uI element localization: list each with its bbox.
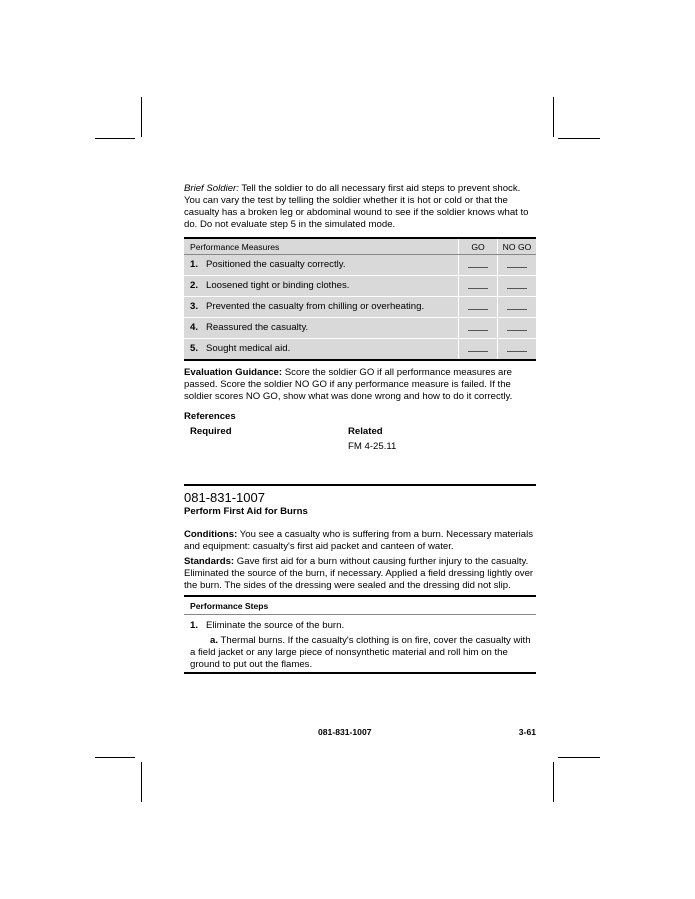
- standards-text: Gave first aid for a burn without causing further injury to the casualty. Eliminated the source of the burn, if necessary. Applied a field dressing lightly over the burn. The sides of the dressing were sealed and the dressing did not slip.: [184, 556, 534, 591]
- standards-label: Standards:: [184, 556, 235, 567]
- go-blank[interactable]: [459, 255, 498, 276]
- table-header-row: [184, 238, 536, 255]
- performance-measures-header: Performance Measures: [184, 238, 459, 255]
- brief-soldier-paragraph: [184, 183, 536, 231]
- task-number: 081-831-1007: [184, 490, 265, 505]
- page-content: [184, 183, 536, 674]
- measure-number: 3.: [190, 301, 199, 312]
- related-reference: FM 4-25.11: [348, 441, 397, 452]
- evaluation-text: Score the soldier GO if all performance measures are passed. Score the soldier NO GO if any performance measure is failed. If the soldier scores NO GO, show what was done wrong and how to do it correctly.: [184, 367, 513, 402]
- measure-number: 1.: [190, 259, 199, 270]
- go-header: GO: [459, 238, 498, 255]
- measure-cell: [184, 297, 459, 318]
- measure-cell: [184, 255, 459, 276]
- evaluation-label: Evaluation Guidance:: [184, 367, 283, 378]
- measure-cell: [184, 318, 459, 339]
- step-1: [184, 620, 536, 632]
- crop-mark: [553, 97, 554, 137]
- crop-mark: [553, 762, 554, 802]
- step-1a: [184, 635, 536, 674]
- crop-mark: [558, 757, 600, 758]
- table-row: [184, 318, 536, 339]
- task-title: Perform First Aid for Burns: [184, 506, 308, 517]
- go-blank[interactable]: [459, 318, 498, 339]
- page-number: 3-61: [518, 727, 536, 737]
- section-divider: [184, 484, 536, 486]
- nogo-blank[interactable]: [498, 255, 537, 276]
- nogo-blank[interactable]: [498, 318, 537, 339]
- related-label: Related: [348, 426, 383, 437]
- measure-text: Prevented the casualty from chilling or overheating.: [206, 301, 425, 312]
- nogo-blank[interactable]: [498, 276, 537, 297]
- go-blank[interactable]: [459, 297, 498, 318]
- step-number: 1.: [190, 620, 199, 631]
- table-row: [184, 297, 536, 318]
- brief-soldier-text: Tell the soldier to do all necessary first aid steps to prevent shock. You can vary the test by telling the soldier whether it is hot or cold or that the casualty has a broken leg or abdominal wound to see if the soldier knows what to do. Do not evaluate step 5 in the simulated mode.: [184, 183, 529, 230]
- nogo-blank[interactable]: [498, 339, 537, 361]
- table-row: [184, 339, 536, 361]
- go-blank[interactable]: [459, 339, 498, 361]
- footer-task-number: 081-831-1007: [318, 727, 372, 737]
- substep-label: a.: [210, 635, 219, 646]
- references-grid: [184, 426, 536, 456]
- crop-mark: [141, 97, 142, 137]
- brief-soldier-label: Brief Soldier:: [184, 183, 239, 194]
- step-text: Eliminate the source of the burn.: [206, 620, 345, 631]
- performance-steps-header: Performance Steps: [184, 595, 536, 615]
- measure-number: 4.: [190, 322, 199, 333]
- crop-mark: [95, 757, 135, 758]
- measure-text: Loosened tight or binding clothes.: [206, 280, 350, 291]
- standards-paragraph: [184, 556, 536, 592]
- crop-mark: [141, 762, 142, 802]
- measure-cell: [184, 339, 459, 361]
- required-label: Required: [190, 426, 232, 437]
- measure-text: Sought medical aid.: [206, 343, 291, 354]
- go-blank[interactable]: [459, 276, 498, 297]
- measure-number: 5.: [190, 343, 199, 354]
- measure-text: Positioned the casualty correctly.: [206, 259, 346, 270]
- performance-measures-table: [184, 237, 536, 361]
- conditions-label: Conditions:: [184, 529, 238, 540]
- crop-mark: [558, 138, 600, 139]
- conditions-paragraph: [184, 529, 536, 553]
- conditions-text: You see a casualty who is suffering from a burn. Necessary materials and equipment: casualty's first aid packet and canteen of water.: [184, 529, 534, 552]
- references-heading: References: [184, 411, 236, 422]
- crop-mark: [95, 138, 135, 139]
- measure-text: Reassured the casualty.: [206, 322, 309, 333]
- substep-text: Thermal burns. If the casualty's clothing is on fire, cover the casualty with a field jacket or any large piece of nonsynthetic material and roll him on the ground to put out the flames.: [190, 635, 531, 670]
- measure-cell: [184, 276, 459, 297]
- nogo-blank[interactable]: [498, 297, 537, 318]
- nogo-header: NO GO: [498, 238, 537, 255]
- table-row: [184, 276, 536, 297]
- measure-number: 2.: [190, 280, 199, 291]
- evaluation-guidance: [184, 367, 536, 403]
- table-row: [184, 255, 536, 276]
